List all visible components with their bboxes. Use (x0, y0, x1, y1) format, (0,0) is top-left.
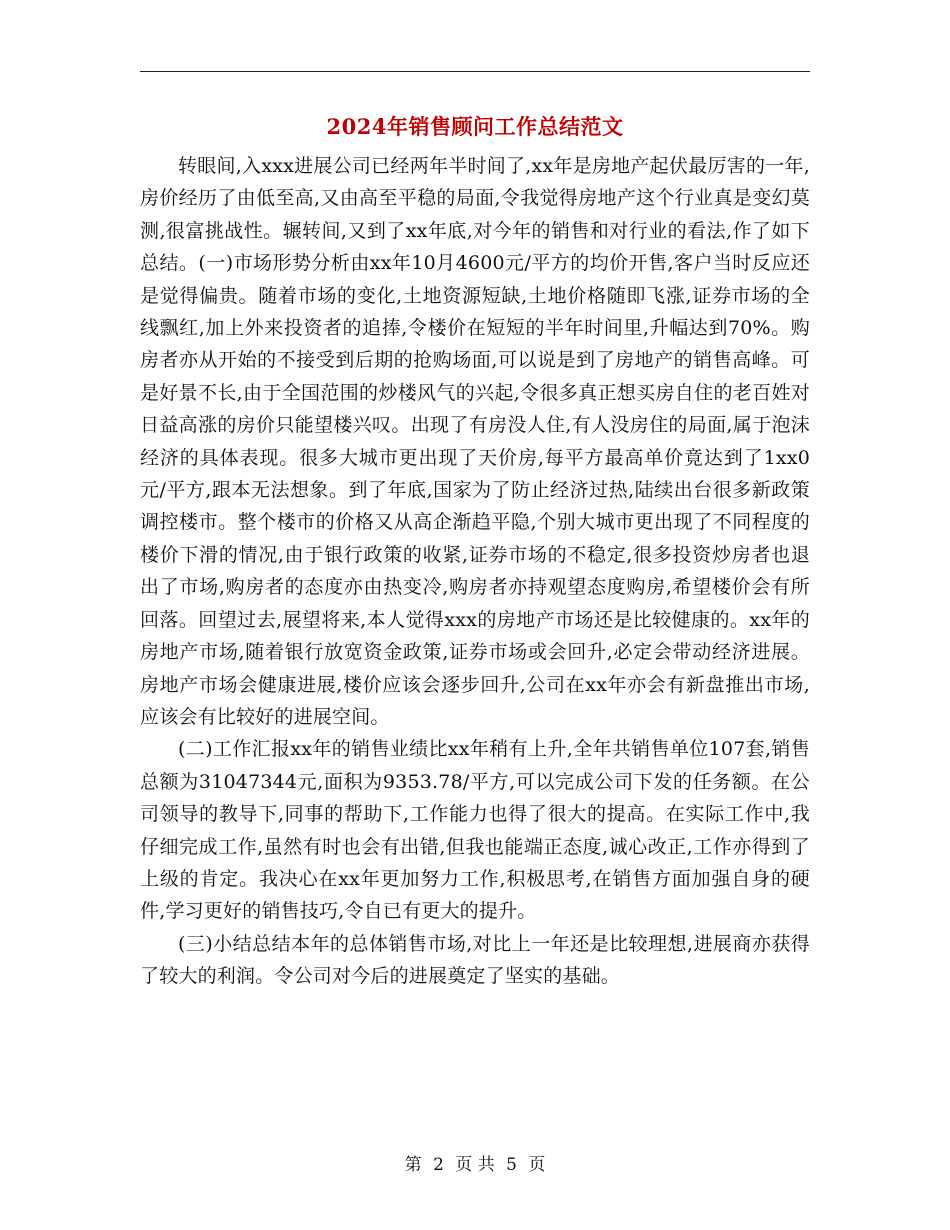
footer-prefix: 第 (404, 1155, 422, 1175)
document-title: 2024年销售顾问工作总结范文 (326, 114, 624, 139)
paragraph-market-analysis: 转眼间,入xxx进展公司已经两年半时间了,xx年是房地产起伏最厉害的一年,房价经历了由低至高,又由高至平稳的局面,令我觉得房地产这个行业真是变幻莫测,很富挑战性。辗转间,又到了xx年底,对今年的销售和对行业的看法,作了如下总结。(一)市场形势分析由xx年10月4600元/平方的均价开售,客户当时反应还是觉得偏贵。随着市场的变化,土地资源短缺,土地价格随即飞涨,证券市场的全线飘红,加上外来投资者的追捧,令楼价在短短的半年时间里,升幅达到70%。购房者亦从开始的不接受到后期的抢购场面,可以说是到了房地产的销售高峰。可是好景不长,由于全国范围的炒楼风气的兴起,令很多真正想买房自住的老百姓对日益高涨的房价只能望楼兴叹。出现了有房没人住,有人没房住的局面,属于泡沫经济的具体表现。很多大城市更出现了天价房,每平方最高单价竟达到了1xx0元/平方,跟本无法想象。到了年底,国家为了防止经济过热,陆续出台很多新政策调控楼市。整个楼市的价格又从高企渐趋平隐,个别大城市更出现了不同程度的楼价下滑的情况,由于银行政策的收紧,证券市场的不稳定,很多投资炒房者也退出了市场,购房者的态度亦由热变冷,购房者亦持观望态度购房,希望楼价会有所回落。回望过去,展望将来,本人觉得xxx的房地产市场还是比较健康的。xx年的房地产市场,随着银行放宽资金政策,证券市场或会回升,必定会带动经济进展。房地产市场会健康进展,楼价应该会逐步回升,公司在xx年亦会有新盘推出市场,应该会有比较好的进展空间。 (140, 155, 810, 728)
paragraph-summary: (三)小结总结本年的总体销售市场,对比上一年还是比较理想,进展商亦获得了较大的利润。令公司对今后的进展奠定了坚实的基础。 (140, 932, 810, 988)
footer-suffix: 页 (528, 1155, 546, 1175)
document-body (140, 150, 810, 993)
footer-total-pages: 5 (506, 1155, 517, 1175)
footer-page-number: 2 (433, 1155, 444, 1175)
footer-middle: 页 共 (455, 1155, 495, 1175)
header-rule (140, 71, 810, 72)
paragraph-work-report: (二)工作汇报xx年的销售业绩比xx年稍有上升,全年共销售单位107套,销售总额为31047344元,面积为9353.78/平方,可以完成公司下发的任务额。在公司领导的教导下,同事的帮助下,工作能力也得了很大的提高。在实际工作中,我仔细完成工作,虽然有时也会有出错,但我也能端正态度,诚心改正,工作亦得到了上级的肯定。我决心在xx年更加努力工作,积极思考,在销售方面加强自身的硬件,学习更好的销售技巧,令自已有更大的提升。 (140, 738, 810, 923)
page-footer (140, 1153, 810, 1177)
